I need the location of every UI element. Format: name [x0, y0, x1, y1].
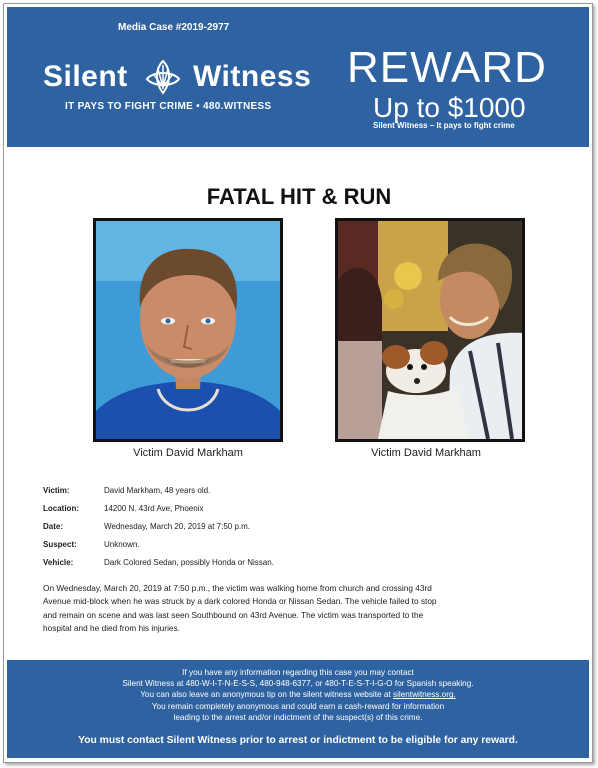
page-title: FATAL HIT & RUN	[206, 184, 392, 209]
detail-value: Unknown.	[104, 540, 140, 549]
detail-label: Date:	[43, 522, 64, 531]
eye-logo-icon	[143, 57, 183, 97]
photo-caption-left: Victim David Markham	[133, 447, 243, 459]
narrative-line: Avenue mid-block when he was struck by a dark colored Honda or Nissan Sedan. The vehicle failed to stop	[43, 596, 437, 607]
flyer-page	[3, 3, 593, 763]
silent-witness-logo	[43, 57, 313, 97]
footer-contact-info	[7, 667, 589, 723]
victim-portrait-image	[96, 221, 280, 439]
detail-value: Dark Colored Sedan, possibly Honda or Nissan.	[104, 558, 274, 567]
reward-caption: Silent Witness – It pays to fight crime	[373, 121, 515, 130]
logo-word-silent: Silent	[43, 60, 128, 93]
case-narrative	[43, 582, 555, 635]
footer-line: If you have any information regarding this case you may contact	[182, 668, 414, 677]
reward-amount: Up to $1000	[373, 92, 526, 123]
detail-label: Victim:	[43, 486, 70, 495]
victim-photo-left	[93, 218, 283, 442]
media-case-number: Media Case #2019-2977	[118, 22, 230, 33]
detail-value: Wednesday, March 20, 2019 at 7:50 p.m.	[104, 522, 251, 531]
narrative-line: On Wednesday, March 20, 2019 at 7:50 p.m., the victim was walking home from church and crossing 43rd	[43, 583, 432, 593]
reward-heading: REWARD	[347, 43, 547, 92]
footer-eligibility-notice: You must contact Silent Witness prior to arrest or indictment to be eligible for any reward.	[78, 735, 518, 746]
footer-banner	[7, 660, 589, 758]
footer-line: You remain completely anonymous and could earn a cash-reward for information	[151, 701, 445, 711]
footer-line	[7, 689, 589, 700]
photo-caption-right: Victim David Markham	[371, 447, 481, 459]
narrative-line: hospital and he died from his injuries.	[43, 622, 180, 633]
detail-value: 14200 N. 43rd Ave, Phoenix	[104, 504, 204, 513]
narrative-line: and remain on scene and was last seen Southbound on 43rd Avenue. The victim was transported to the	[43, 609, 424, 620]
footer-line: leading to the arrest and/or indictment of the suspect(s) of this crime.	[173, 712, 423, 722]
detail-label: Vehicle:	[43, 558, 74, 567]
victim-with-dog-image	[338, 221, 522, 439]
logo-tagline: IT PAYS TO FIGHT CRIME • 480.WITNESS	[65, 101, 272, 112]
detail-value: David Markham, 48 years old.	[104, 486, 211, 495]
footer-line: Silent Witness at 480-W-I-T-N-E-S-S, 480-948-6377, or 480-T-E-S-T-I-G-O for Spanish speaking.	[122, 679, 474, 689]
header-banner	[7, 7, 589, 147]
detail-label: Suspect:	[43, 540, 77, 549]
footer-line-text: You can also leave an anonymous tip on the silent witness website at	[140, 690, 393, 700]
logo-word-witness: Witness	[193, 60, 312, 93]
victim-photo-right	[335, 218, 525, 442]
detail-label: Location:	[43, 504, 79, 513]
website-link[interactable]: silentwitness.org.	[392, 690, 456, 700]
